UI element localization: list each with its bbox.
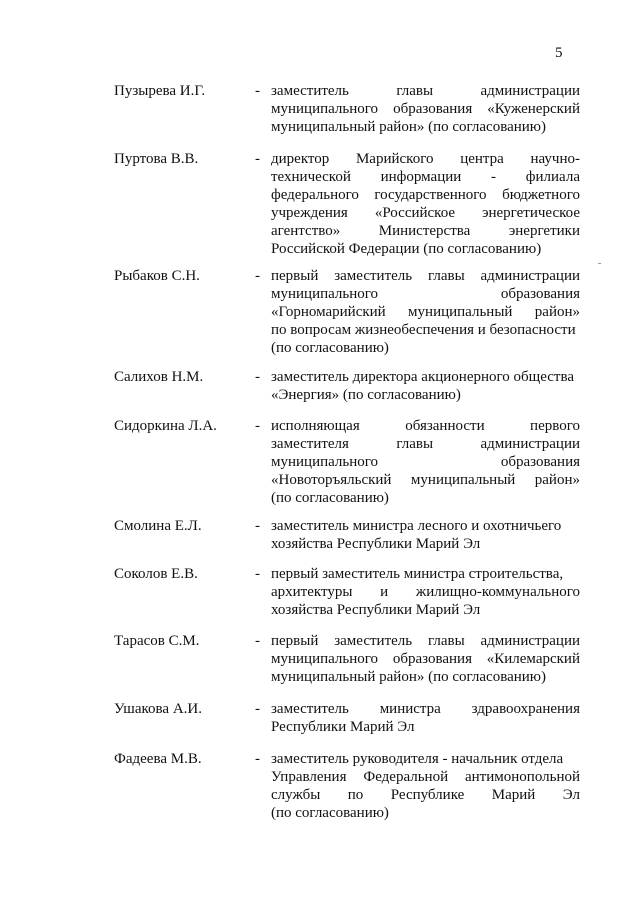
description-word: муниципального <box>271 101 379 117</box>
description-word: «Энергия» (по согласованию) <box>271 387 461 403</box>
description-line <box>271 583 580 601</box>
description-line <box>271 718 580 736</box>
description-line <box>271 321 580 339</box>
description-word: Республики Марий Эл <box>271 719 415 735</box>
description-word: Российской Федерации (по согласованию) <box>271 241 542 257</box>
description-word: директор <box>271 151 330 167</box>
description-word: Управления <box>271 769 347 785</box>
description-word: главы <box>427 268 465 284</box>
description-word: по вопросам жизнеобеспечения и безопасности <box>271 322 576 338</box>
dash-separator: - <box>255 369 260 385</box>
description-word: центра <box>460 151 504 167</box>
description-line <box>271 632 580 650</box>
position-description <box>271 267 580 357</box>
description-word: муниципального <box>271 286 379 302</box>
description-word: (по согласованию) <box>271 340 389 356</box>
description-word: образования <box>500 454 580 470</box>
description-word: муниципальный район» (по согласованию) <box>271 119 547 135</box>
description-word: главы <box>396 83 434 99</box>
description-line <box>271 786 580 804</box>
description-word: Министерства <box>378 223 471 239</box>
dash-separator: - <box>255 268 260 284</box>
description-word: муниципальный <box>408 304 513 320</box>
description-word: район» <box>534 472 580 488</box>
description-word: главы <box>427 633 465 649</box>
description-line <box>271 768 580 786</box>
person-name: Соколов Е.В. <box>114 566 198 582</box>
description-word: администрации <box>480 83 580 99</box>
description-line <box>271 750 580 768</box>
description-line <box>271 168 580 186</box>
page-number: 5 <box>555 45 563 61</box>
description-word: главы <box>396 436 434 452</box>
person-name: Ушакова А.И. <box>114 701 202 717</box>
description-line <box>271 668 580 686</box>
description-line <box>271 150 580 168</box>
person-name: Салихов Н.М. <box>114 369 204 385</box>
description-word: (по согласованию) <box>271 805 389 821</box>
description-word: администрации <box>480 436 580 452</box>
description-word: (по согласованию) <box>271 490 389 506</box>
description-word: здравоохранения <box>471 701 580 717</box>
description-line <box>271 386 580 404</box>
description-word: по <box>347 787 364 803</box>
description-line <box>271 489 580 507</box>
description-line <box>271 100 580 118</box>
description-word: муниципального <box>271 651 379 667</box>
description-word: федерального <box>271 187 359 203</box>
description-line <box>271 222 580 240</box>
description-word: государственного <box>374 187 487 203</box>
description-word: заместитель <box>271 83 349 99</box>
position-description <box>271 750 580 822</box>
description-word: учреждения <box>271 205 348 221</box>
person-name: Смолина Е.Л. <box>114 518 202 534</box>
description-line <box>271 535 580 553</box>
description-word: министра <box>379 701 441 717</box>
description-word: образования <box>393 101 473 117</box>
description-word: «Новоторъяльский <box>271 472 392 488</box>
position-description <box>271 82 580 136</box>
description-word: энергетическое <box>482 205 580 221</box>
description-word: муниципальный <box>410 472 516 488</box>
description-line <box>271 517 580 535</box>
dash-separator: - <box>255 633 260 649</box>
position-description <box>271 632 580 686</box>
description-line <box>271 650 580 668</box>
person-name: Пуртова В.В. <box>114 151 199 167</box>
description-line <box>271 82 580 100</box>
description-word: район» <box>534 304 580 320</box>
description-word: Республике <box>390 787 465 803</box>
description-word: заместитель министра лесного и охотничьего <box>271 518 562 534</box>
position-description <box>271 417 580 507</box>
position-description <box>271 700 580 736</box>
description-line <box>271 204 580 222</box>
description-line <box>271 368 580 386</box>
dash-separator: - <box>255 518 260 534</box>
description-line <box>271 700 580 718</box>
description-line <box>271 471 580 489</box>
description-word: Марий <box>491 787 536 803</box>
person-name: Тарасов С.М. <box>114 633 200 649</box>
description-line <box>271 303 580 321</box>
description-line <box>271 118 580 136</box>
person-name: Фадеева М.В. <box>114 751 202 767</box>
description-word: муниципального <box>271 454 379 470</box>
description-word: заместителя <box>271 436 349 452</box>
description-word: архитектуры <box>271 584 353 600</box>
description-line <box>271 240 580 258</box>
description-word: образования <box>392 651 472 667</box>
description-word: - <box>491 169 497 185</box>
description-line <box>271 267 580 285</box>
position-description <box>271 150 580 258</box>
description-word: первого <box>530 418 580 434</box>
dash-separator: - <box>255 566 260 582</box>
dash-separator: - <box>255 151 260 167</box>
description-word: технической <box>271 169 351 185</box>
dash-separator: - <box>255 701 260 717</box>
description-word: агентство» <box>271 223 341 239</box>
description-word: филиала <box>525 169 580 185</box>
person-name: Сидоркина Л.А. <box>114 418 217 434</box>
description-word: первый <box>271 268 319 284</box>
description-word: заместитель <box>334 268 413 284</box>
description-word: администрации <box>480 633 580 649</box>
description-word: заместитель <box>271 701 349 717</box>
description-word: Эл <box>562 787 580 803</box>
description-line <box>271 285 580 303</box>
description-word: заместитель директора акционерного общества <box>271 369 575 385</box>
description-word: и <box>380 584 389 600</box>
description-word: «Горномарийский <box>271 304 386 320</box>
description-word: «Килемарский <box>486 651 580 667</box>
description-line <box>271 435 580 453</box>
description-word: Марийского <box>355 151 434 167</box>
position-description <box>271 565 580 619</box>
description-word: хозяйства Республики Марий Эл <box>271 602 481 618</box>
description-word: хозяйства Республики Марий Эл <box>271 536 481 552</box>
description-word: службы <box>271 787 321 803</box>
description-line <box>271 186 580 204</box>
description-word: энергетики <box>508 223 580 239</box>
dash-separator: - <box>255 418 260 434</box>
person-name: Рыбаков С.Н. <box>114 268 200 284</box>
position-description <box>271 517 580 553</box>
description-word: научно- <box>530 151 580 167</box>
person-name: Пузырева И.Г. <box>114 83 206 99</box>
description-word: «Российское <box>374 205 456 221</box>
description-word: заместитель руководителя - начальник отдела <box>271 751 564 767</box>
description-word: исполняющая <box>271 418 360 434</box>
description-line <box>271 453 580 471</box>
scan-mark <box>598 263 601 264</box>
description-word: заместитель <box>334 633 413 649</box>
description-word: информации <box>380 169 462 185</box>
description-word: жилищно-коммунального <box>415 584 580 600</box>
description-word: образования <box>500 286 580 302</box>
dash-separator: - <box>255 751 260 767</box>
position-description <box>271 368 580 404</box>
description-word: первый заместитель министра строительства, <box>271 566 564 582</box>
description-line <box>271 339 580 357</box>
description-word: администрации <box>480 268 580 284</box>
description-word: муниципальный район» (по согласованию) <box>271 669 547 685</box>
description-line <box>271 601 580 619</box>
description-word: первый <box>271 633 319 649</box>
description-word: бюджетного <box>502 187 580 203</box>
description-line <box>271 417 580 435</box>
description-word: антимонопольной <box>465 769 580 785</box>
description-word: «Куженерский <box>487 101 580 117</box>
description-line <box>271 565 580 583</box>
description-word: обязанности <box>405 418 485 434</box>
description-word: Федеральной <box>363 769 449 785</box>
description-line <box>271 804 580 822</box>
dash-separator: - <box>255 83 260 99</box>
